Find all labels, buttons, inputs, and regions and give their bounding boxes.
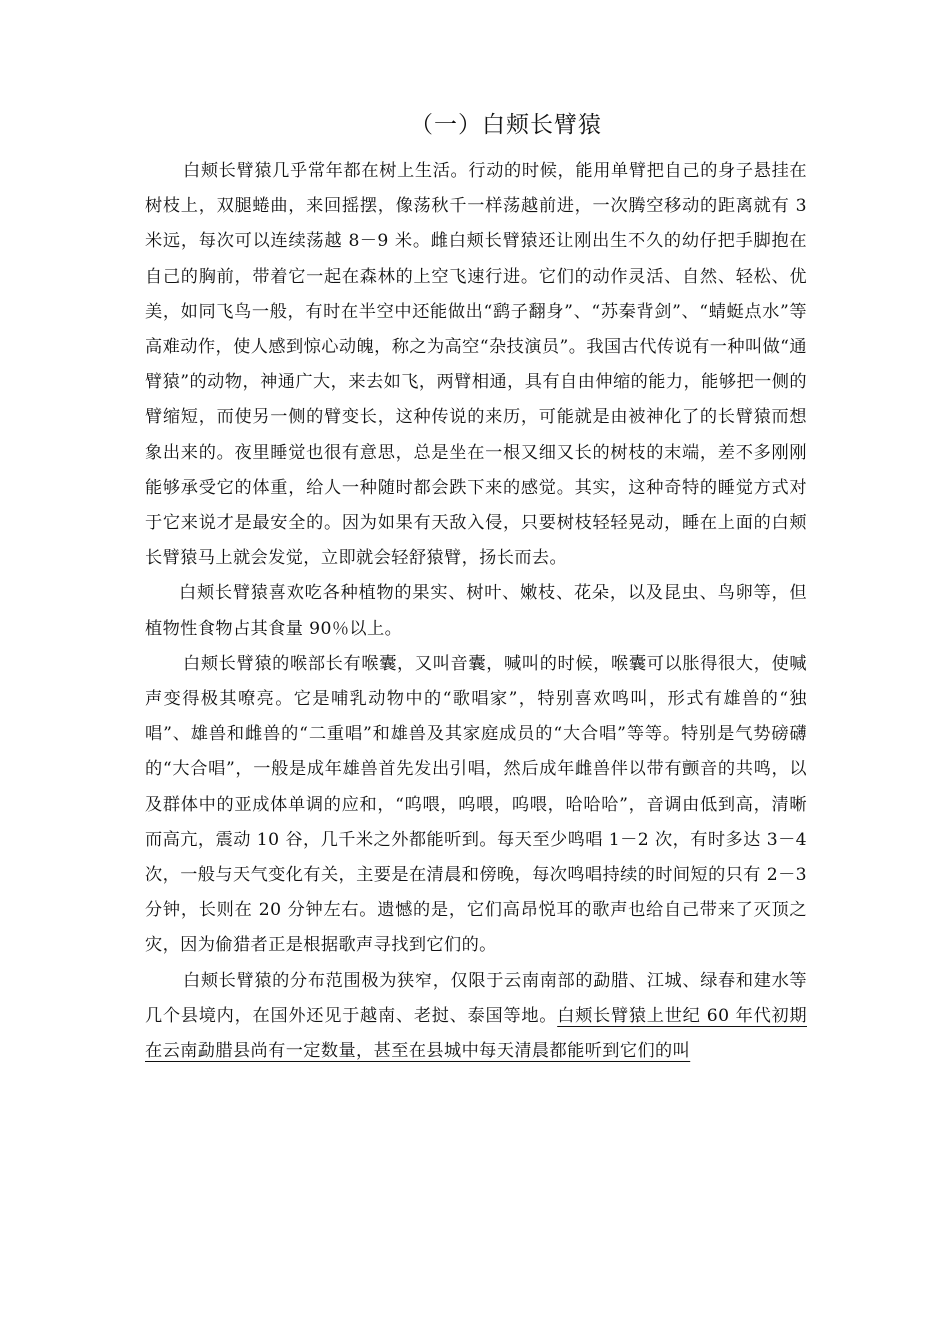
distribution-text: 白颊长臂猿的分布范围极为狭窄，仅限于云南南部的勐腊、江城、绿春和建水等几个县境内，在国外还见于越南、老挝、泰国等地。 [145,970,807,1026]
document-page [145,110,807,1069]
paragraph-song: 白颊长臂猿的喉部长有喉囊，又叫音囊，喊叫的时候，喉囊可以胀得很大，使喊声变得极其嘹亮。它是哺乳动物中的“歌唱家”，特别喜欢鸣叫，形式有雄兽的“独唱”、雄兽和雌兽的“二重唱”和雄兽及其家庭成员的“大合唱”等等。特别是气势磅礴的“大合唱”，一般是成年雄兽首先发出引唱，然后成年雌兽伴以带有颤音的共鸣，以及群体中的亚成体单调的应和，“呜喂，呜喂，呜喂，哈哈哈”，音调由低到高，清晰而高亢，震动 10 谷，几千米之外都能听到。每天至少鸣唱 1－2 次，有时多达 3－4 次，一般与天气变化有关，主要是在清晨和傍晚，每次鸣唱持续的时间短的只有 2－3 分钟，长则在 20 分钟左右。遗憾的是，它们高昂悦耳的歌声也给自己带来了灭顶之灾，因为偷猎者正是根据歌声寻找到它们的。 [145,653,807,956]
paragraph-locomotion: 白颊长臂猿几乎常年都在树上生活。行动的时候，能用单臂把自己的身子悬挂在树枝上，双腿蜷曲，来回摇摆，像荡秋千一样荡越前进，一次腾空移动的距离就有 3 米远，每次可以连续荡越 8－9 米。雌白颊长臂猿还让刚出生不久的幼仔把手脚抱在自己的胸前，带着它一起在森林的上空飞速行进。它们的动作灵活、自然、轻松、优美，如同飞鸟一般，有时在半空中还能做出“鹞子翻身”、“苏秦背剑”、“蜻蜓点水”等高难动作，使人感到惊心动魄，称之为高空“杂技演员”。我国古代传说有一种叫做“通臂猿”的动物，神通广大，来去如飞，两臂相通，具有自由伸缩的能力，能够把一侧的臂缩短，而使另一侧的臂变长，这种传说的来历，可能就是由被神化了的长臂猿而想象出来的。夜里睡觉也很有意思，总是坐在一根又细又长的树枝的末端，差不多刚刚能够承受它的体重，给人一种随时都会跌下来的感觉。其实，这种奇特的睡觉方式对于它来说才是最安全的。因为如果有天敌入侵，只要树枝轻轻晃动，睡在上面的白颊长臂猿马上就会发觉，立即就会轻舒猿臂，扬长而去。 [145,161,807,569]
paragraph-diet: 白颊长臂猿喜欢吃各种植物的果实、树叶、嫩枝、花朵，以及昆虫、鸟卵等，但植物性食物占其食量 90％以上。 [145,583,807,639]
underlined-text: 白颊长臂猿上世纪 60 年代初期在云南勐腊县尚有一定数量，甚至在县城中每天清晨都能听到它们的叫 [145,1005,807,1062]
document-title: （一）白颊长臂猿 [410,112,602,138]
paragraph-distribution [145,964,807,1070]
